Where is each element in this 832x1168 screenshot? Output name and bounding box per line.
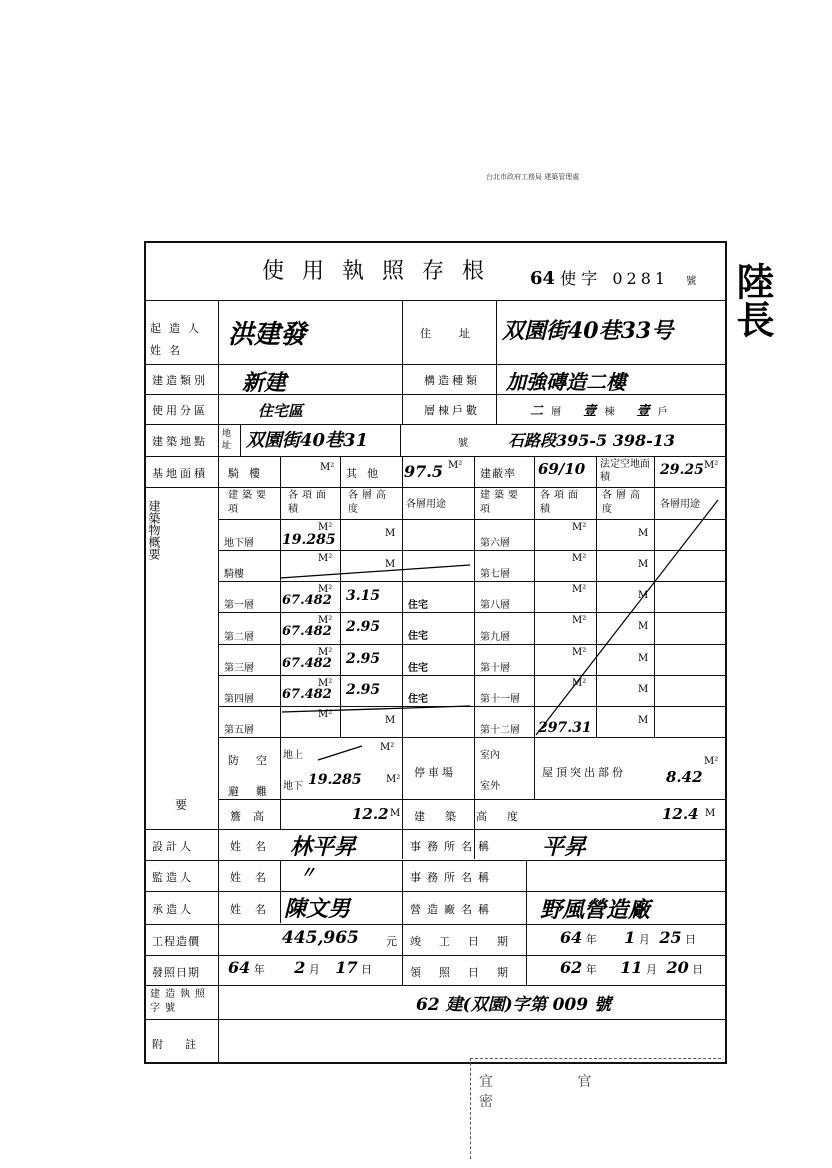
receive-month-unit: 月 — [646, 963, 658, 976]
building-summary-label: 建築物概要 — [147, 500, 161, 560]
parking-label: 停車場 — [414, 766, 456, 779]
floor4-use: 住宅 — [408, 693, 428, 705]
remarks-label: 附註 — [152, 1038, 218, 1051]
floor-right-5: 第十一層 — [480, 694, 520, 706]
contractor-firm: 野風營造廠 — [540, 897, 651, 923]
construction-permit-value: 62 建(双園)字第 009 號 — [416, 995, 611, 1015]
cost-value: 445,965 — [282, 928, 359, 948]
complete-date-label: 竣工日期 — [410, 935, 526, 948]
unit-5-h: M — [385, 715, 396, 726]
use-header-right: 各層用途 — [660, 499, 700, 510]
site-address: 双園街40巷31 — [246, 430, 369, 451]
unit-r7-h: M — [638, 559, 649, 570]
coverage-value: 69/10 — [538, 460, 586, 478]
floor-left-4: 第三層 — [224, 662, 254, 674]
other-label: 其他 — [346, 467, 388, 480]
issue-date — [228, 958, 372, 977]
roof-area: 8.42 — [666, 768, 703, 786]
receive-year: 62 — [560, 958, 583, 977]
unit-r7-area: M² — [572, 553, 587, 564]
unit-r11-area: M² — [572, 678, 587, 689]
floor3-use: 住宅 — [408, 662, 428, 674]
floor-right-4: 第十層 — [480, 662, 510, 674]
issue-date-label: 發照日期 — [152, 966, 200, 979]
site-no-label: 號 — [458, 438, 468, 449]
supervisor-label: 監造人 — [152, 871, 194, 884]
construction-permit-label: 建造執照字號 — [150, 989, 210, 1014]
receive-date — [560, 958, 703, 977]
designer-name-label: 姓名 — [230, 840, 280, 853]
complete-month-unit: 月 — [638, 933, 650, 946]
receive-day-unit: 日 — [692, 963, 704, 976]
floor2-use: 住宅 — [408, 631, 428, 643]
use-zone-value: 住宅區 — [258, 402, 304, 420]
shelter-below-unit: M² — [386, 774, 401, 785]
floors-units-label: 層棟戶數 — [424, 404, 480, 417]
site-lot: 石路段395-5 398-13 — [508, 431, 676, 450]
top-right-stamp-text: 台北市政府工務局 建築管理處 — [486, 173, 580, 181]
shelter-above-unit: M² — [380, 742, 395, 753]
floor4-height: 2.95 — [346, 682, 381, 698]
complete-year: 64 — [560, 928, 583, 947]
issue-month-unit: 月 — [308, 963, 320, 976]
use-header-left: 各層用途 — [406, 499, 446, 510]
building-height-label: 建築高度 — [414, 810, 538, 823]
issue-day: 17 — [335, 958, 358, 977]
contractor-firm-label: 營造廠名稱 — [410, 903, 495, 916]
form-title: 使用執照存根 — [262, 259, 503, 284]
floor2-area: 67.482 — [282, 624, 332, 639]
address-label: 住址 — [420, 327, 498, 340]
designer-name: 林平昇 — [290, 834, 357, 860]
structure-value: 加強磚造二樓 — [506, 370, 626, 394]
receive-month: 11 — [620, 958, 643, 977]
parking-indoor: 室內 — [480, 750, 500, 761]
floor3-area: 67.482 — [282, 656, 332, 671]
unit-r6-area: M² — [572, 522, 587, 533]
units-value: 壹 — [583, 404, 597, 419]
use-zone-label: 使用分區 — [152, 404, 208, 417]
bottom-stamp — [470, 1058, 721, 1159]
unit-a-h: M — [385, 559, 396, 570]
floor-left-6: 第五層 — [224, 725, 254, 737]
total-area: 297.31 — [538, 720, 592, 736]
floor-left-0: 地下層 — [224, 538, 254, 549]
issue-year: 64 — [228, 958, 251, 977]
receive-date-label: 領照日期 — [410, 966, 526, 979]
floor-right-3: 第九層 — [480, 631, 510, 643]
arcade-unit: M² — [320, 462, 335, 473]
unit-r11-h: M — [638, 684, 649, 695]
unit-r10-h: M — [638, 653, 649, 664]
summary-last-char: 要 — [175, 798, 188, 812]
floor-right-6: 第十二層 — [480, 725, 520, 737]
legal-area-unit: M² — [704, 460, 719, 471]
parking-outdoor: 室外 — [480, 781, 500, 792]
floor4-area: 67.482 — [282, 687, 332, 702]
shelter-label-2: 空 難 — [256, 754, 267, 798]
coverage-label: 建蔽率 — [480, 467, 516, 480]
unit-r10-area: M² — [572, 647, 587, 658]
floor-right-0: 第六層 — [480, 538, 510, 549]
contractor-label: 承造人 — [152, 903, 194, 916]
shelter-above-label: 地上 — [283, 750, 303, 761]
other-unit: M² — [448, 460, 463, 471]
roof-label: 屋頂突出部份 — [542, 766, 626, 779]
area-header-left: 各項面積 — [288, 490, 330, 515]
arcade-label: 騎樓 — [228, 467, 270, 480]
receive-day: 20 — [666, 958, 689, 977]
floor1-area: 67.482 — [282, 593, 332, 608]
floor3-height: 2.95 — [346, 651, 381, 667]
supervisor-name-label: 姓名 — [230, 871, 280, 884]
floor2-height: 2.95 — [346, 619, 381, 635]
roof-unit: M² — [704, 756, 719, 767]
unit-a-area: M² — [318, 553, 333, 564]
household-value: 壹 — [636, 404, 650, 419]
issue-month: 2 — [294, 958, 306, 977]
complete-month: 1 — [624, 928, 636, 947]
builder-name: 洪建發 — [228, 320, 307, 350]
unit-2-area: M² — [318, 615, 333, 626]
permit-char: 使 — [560, 269, 577, 288]
designer-office-label: 事務所名稱 — [410, 840, 495, 853]
contractor-name-label: 姓名 — [230, 903, 280, 916]
unit-r6-h: M — [638, 528, 649, 539]
unit-5-area: M² — [318, 709, 333, 720]
unit-3-area: M² — [318, 647, 333, 658]
building-site-label: 建築地點 — [152, 435, 208, 448]
floor-left-2: 第一層 — [224, 600, 254, 612]
address-value: 双園街40巷33号 — [502, 318, 674, 344]
floor-left-1: 騎樓 — [224, 569, 244, 581]
legal-area-label: 法定空地面積 — [600, 459, 650, 483]
shelter-below-value: 19.285 — [308, 772, 362, 788]
floors-units-values: 二 層 壹 棟 壹 戶 — [530, 404, 668, 419]
receive-year-unit: 年 — [585, 963, 597, 976]
building-category-label: 建造類別 — [152, 374, 208, 387]
complete-day: 25 — [659, 928, 682, 947]
complete-year-unit: 年 — [585, 933, 597, 946]
height-header-left: 各層高度 — [348, 490, 390, 515]
basement-area: 19.285 — [282, 532, 336, 548]
bottom-stamp-text: 宜 官 密 — [479, 1074, 632, 1110]
permit-label: 字 — [581, 269, 598, 288]
building-height-value: 12.4 — [662, 805, 699, 823]
complete-day-unit: 日 — [685, 933, 697, 946]
legal-area-value: 29.25 — [660, 462, 704, 478]
floor-left-3: 第二層 — [224, 631, 254, 643]
floor-right-2: 第八層 — [480, 600, 510, 612]
designer-office: 平昇 — [542, 834, 587, 860]
eave-label: 簷高 — [230, 810, 276, 823]
issue-year-unit: 年 — [253, 963, 265, 976]
permit-serial: 0281 — [612, 269, 670, 288]
eave-value: 12.2 — [352, 805, 389, 823]
building-height-unit: M — [705, 808, 716, 819]
floor1-height: 3.15 — [346, 588, 381, 604]
side-text: 陸長 — [730, 262, 775, 338]
complete-date — [560, 928, 696, 947]
designer-label: 設計人 — [152, 840, 194, 853]
building-category-value: 新建 — [242, 370, 287, 396]
unit-b-h: M — [385, 528, 396, 539]
supervisor-name: 〃 — [300, 863, 317, 882]
contractor-name: 陳文男 — [284, 896, 351, 922]
eave-unit: M — [390, 808, 401, 819]
site-small-label: 地 址 — [222, 429, 232, 451]
other-area: 97.5 — [404, 462, 443, 481]
unit-r9-h: M — [638, 621, 649, 632]
unit-4-area: M² — [318, 678, 333, 689]
shelter-below-label: 地下 — [283, 781, 303, 792]
floor1-use: 住宅 — [408, 600, 428, 611]
cost-label: 工程造價 — [152, 935, 200, 948]
floor-left-5: 第四層 — [224, 694, 254, 706]
items-header-right: 建築要項 — [480, 490, 522, 515]
permit-suffix: 號 — [686, 276, 697, 287]
unit-r8-h: M — [638, 590, 649, 601]
supervisor-office-label: 事務所名稱 — [410, 871, 495, 884]
unit-r12-h: M — [638, 715, 649, 726]
floor-right-1: 第七層 — [480, 569, 510, 581]
shelter-label: 防 避 — [228, 754, 239, 798]
unit-1-area: M² — [318, 584, 333, 595]
items-header-left: 建築要項 — [228, 490, 270, 515]
site-area-label: 基地面積 — [152, 467, 208, 480]
issue-day-unit: 日 — [361, 963, 373, 976]
unit-r8-area: M² — [572, 584, 587, 595]
cost-unit: 元 — [386, 935, 397, 948]
builder-label: 起造人姓名 — [150, 322, 207, 357]
height-header-right: 各層高度 — [602, 490, 644, 515]
floors-value: 二 — [530, 404, 544, 419]
unit-r9-area: M² — [572, 615, 587, 626]
area-header-right: 各項面積 — [540, 490, 582, 515]
permit-year: 64 — [530, 268, 556, 289]
unit-b-area: M² — [318, 522, 333, 533]
structure-label: 構造種類 — [424, 374, 480, 387]
